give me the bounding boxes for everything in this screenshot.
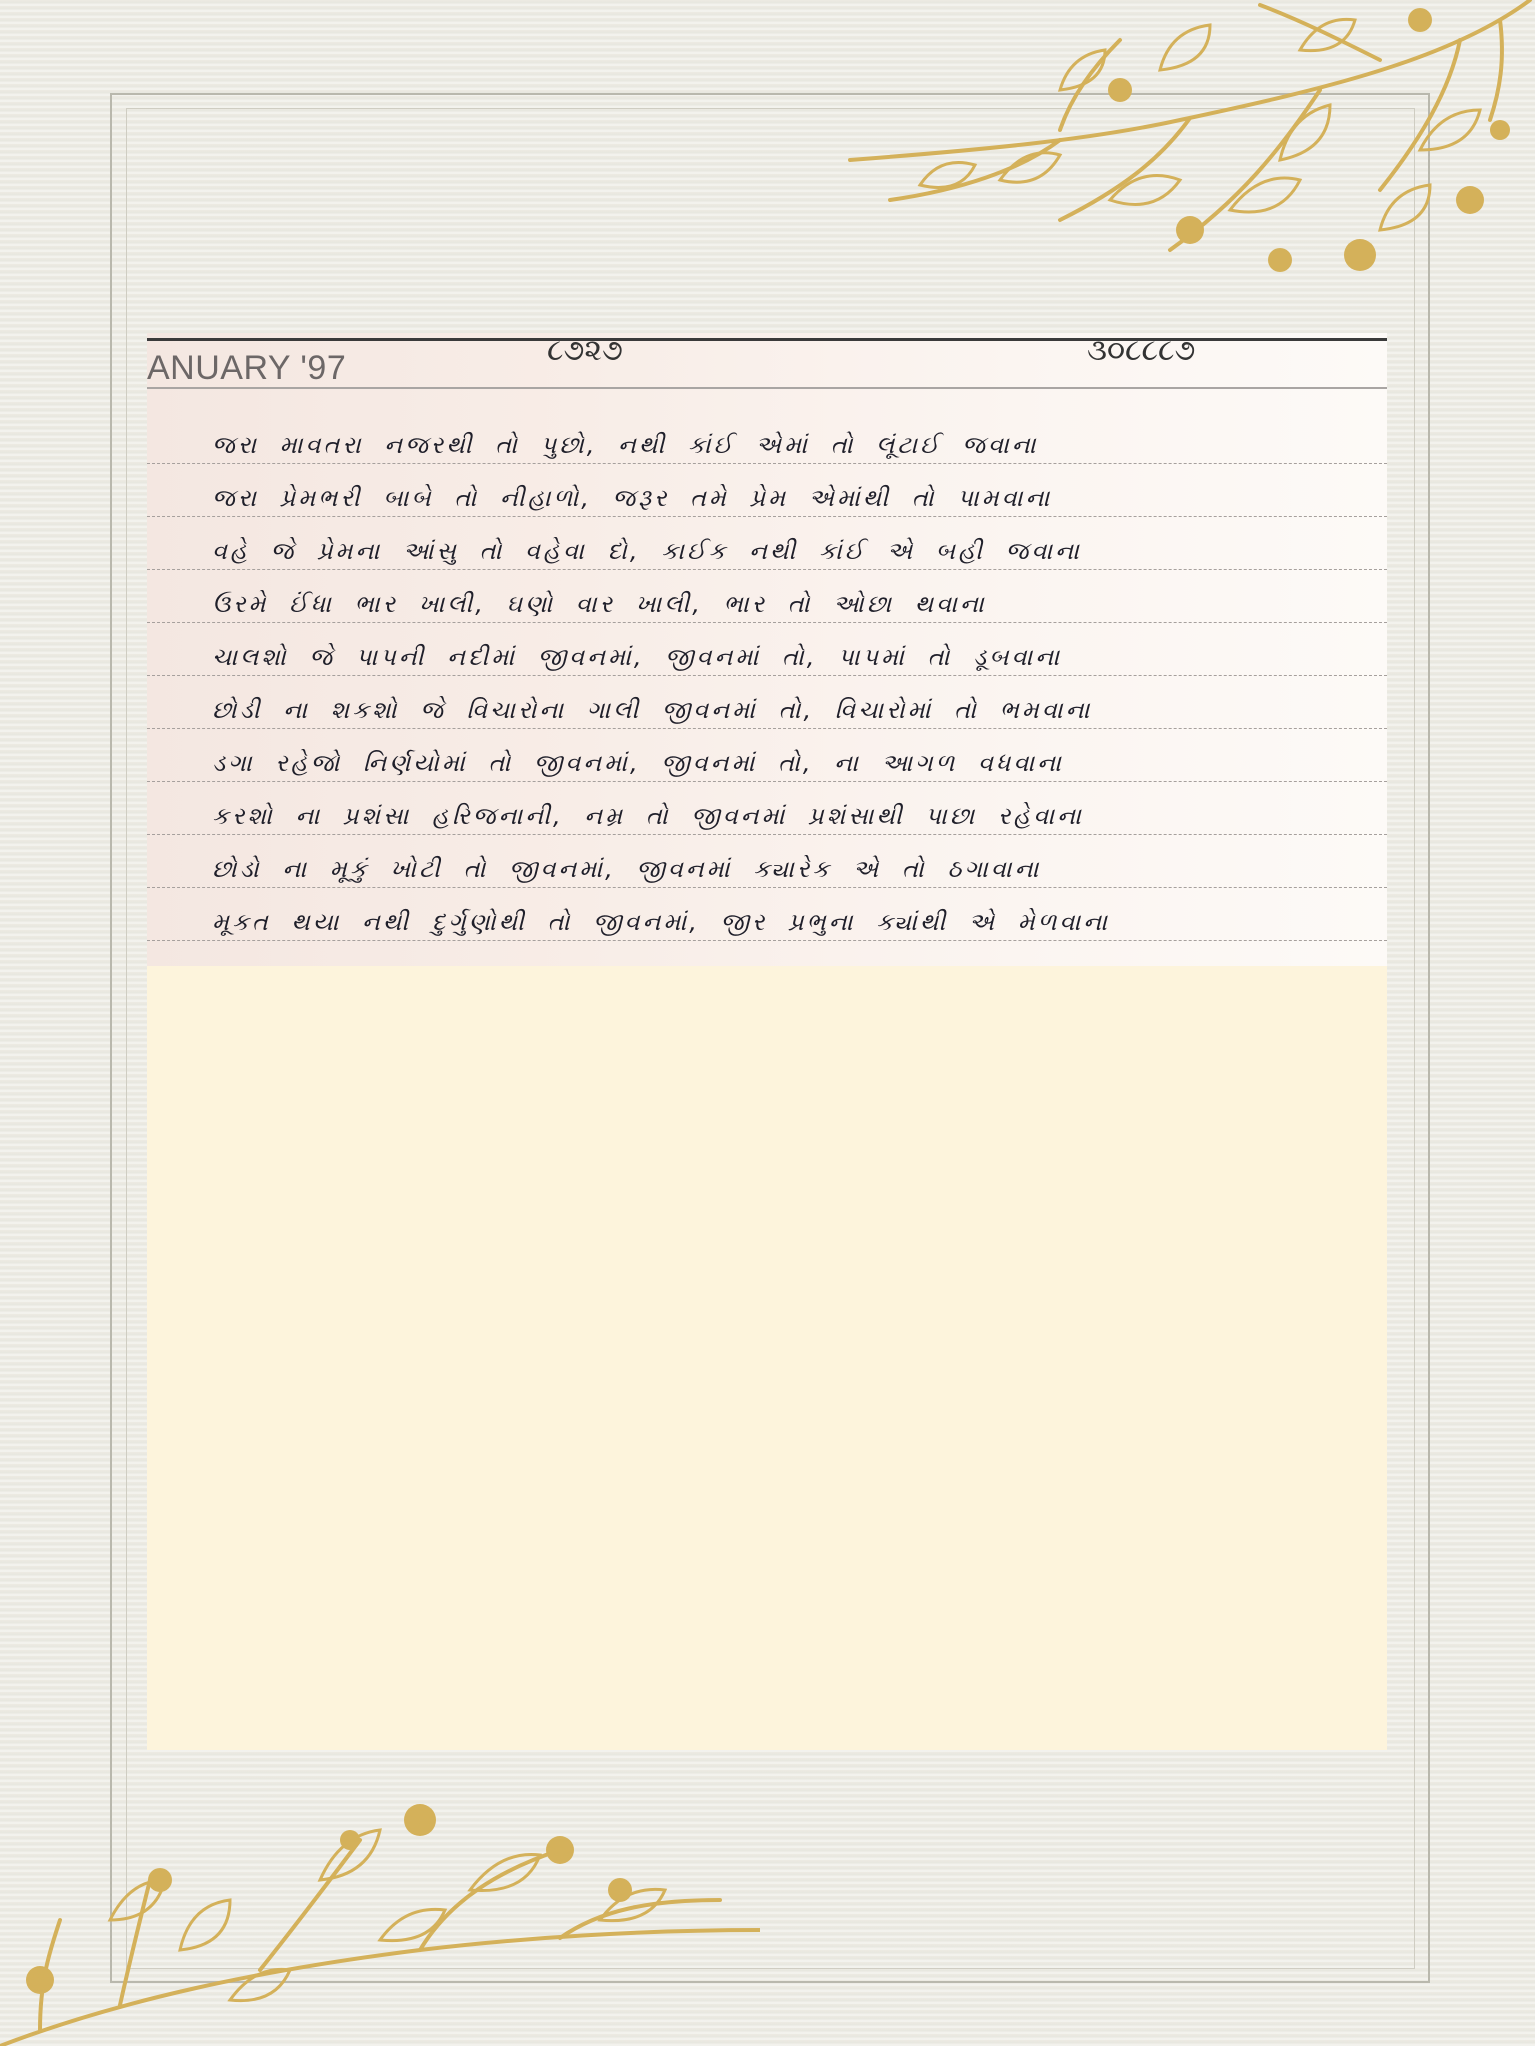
diary-line-text: ચાલશો જે પાપની નદીમાં જીવનમાં, જીવનમાં તો, પાપમાં તો ડૂબવાના — [212, 643, 1063, 671]
diary-line-text: ઉરમે ઈંધા ભાર ખાલી, ઘણો વાર ખાલી, ભાર તો ઓછા થવાના — [212, 590, 987, 618]
diary-line — [147, 676, 1387, 729]
diary-line — [147, 411, 1387, 464]
diary-month-label: ANUARY '97 — [147, 349, 347, 387]
diary-line-text: છોડી ના શકશો જે વિચારોના ગાલી જીવનમાં તો, વિચારોમાં તો ભમવાના — [212, 696, 1093, 724]
diary-line-text: કરશો ના પ્રશંસા હરિજનાની, નમ્ર તો જીવનમાં પ્રશંસાથી પાછા રહેવાના — [212, 802, 1084, 830]
diary-line — [147, 517, 1387, 570]
diary-line — [147, 729, 1387, 782]
diary-line-text: જરા માવતરા નજરથી તો પુછો, નથી કાંઈ એમાં તો લૂંટાઈ જવાના — [212, 431, 1039, 459]
diary-header-right: ૩૦૮૮૮૭ — [1087, 333, 1196, 368]
diary-top-rule — [147, 338, 1387, 341]
diary-header-rule — [147, 387, 1387, 389]
diary-line-text: વહે જે પ્રેમના આંસુ તો વહેવા દો, કાઈક નથી કાંઈ એ બહી જવાના — [212, 537, 1082, 565]
diary-line — [147, 835, 1387, 888]
diary-header-left: ૮૭૨૭ — [547, 333, 623, 368]
diary-line — [147, 888, 1387, 941]
diary-line-text: મૂકત થયા નથી દુર્ગુણોથી તો જીવનમાં, જીર પ્રભુના ક્યાંથી એ મેળવાના — [212, 908, 1111, 936]
gold-branch-bottom-left-icon — [0, 1780, 760, 2046]
gold-branch-top-right-icon — [760, 0, 1535, 300]
diary-line — [147, 623, 1387, 676]
diary-line — [147, 570, 1387, 623]
diary-line-text: જરા પ્રેમભરી બાબે તો નીહાળો, જરૂર તમે પ્રેમ એમાંથી તો પામવાના — [212, 484, 1053, 512]
blank-note-area — [147, 963, 1387, 1750]
diary-line — [147, 782, 1387, 835]
diary-lines — [147, 411, 1387, 941]
diary-line-text: છોડો ના મૂકું ખોટી તો જીવનમાં, જીવનમાં ક્યારેક એ તો ઠગાવાના — [212, 855, 1042, 883]
diary-line-text: ડગા રહેજો નિર્ણયોમાં તો જીવનમાં, જીવનમાં તો, ના આગળ વધવાના — [212, 749, 1064, 777]
diary-page-scan — [147, 333, 1387, 966]
diary-line — [147, 464, 1387, 517]
